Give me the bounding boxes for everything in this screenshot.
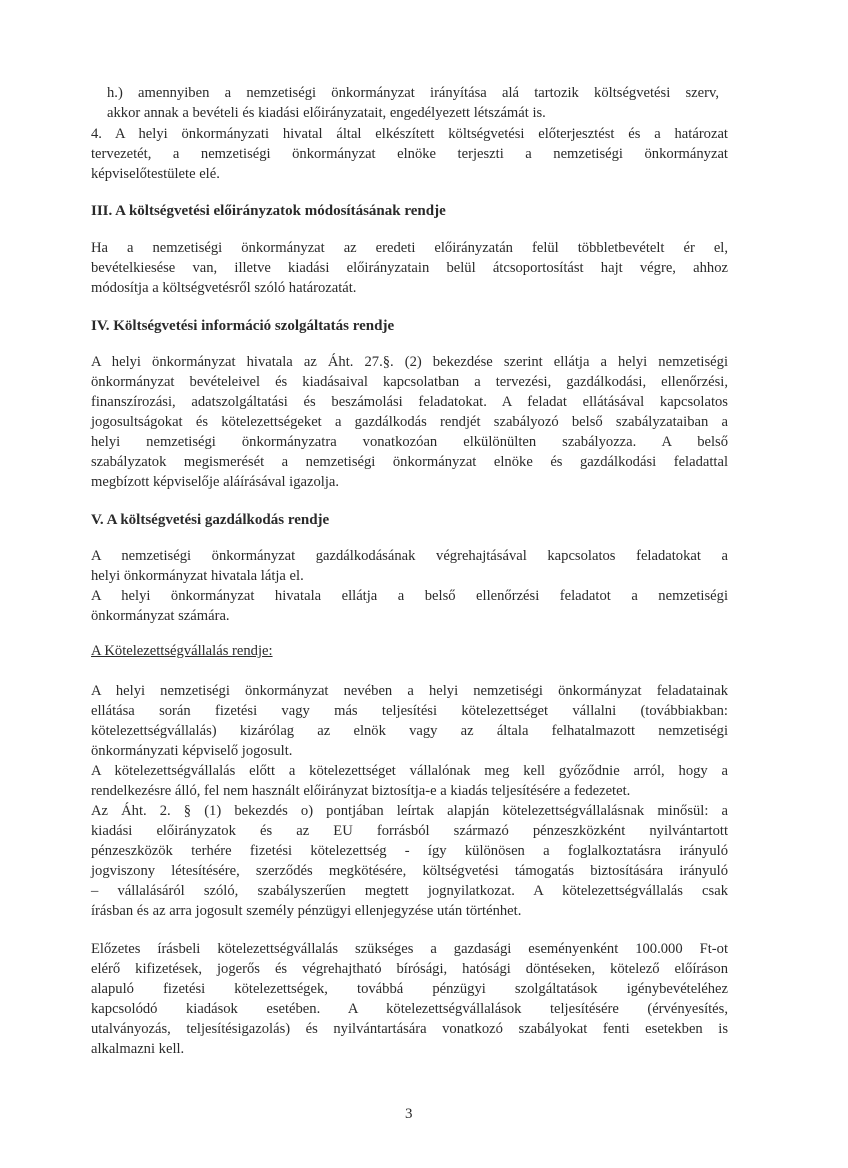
section-5-heading: V. A költségvetési gazdálkodás rendje	[91, 512, 330, 528]
item4-line-1: 4. A helyi önkormányzati hivatal által elkészített költségvetési előterjesztést és a határozat	[91, 126, 728, 142]
commitment-p3-line-2: kiadási előirányzatok és az EU forrásból származó pénzeszközként nyilvántartott	[91, 823, 728, 839]
commitment-p3-line-1: Az Áht. 2. § (1) bekezdés o) pontjában leírtak alapján kötelezettségvállalásnak minősül: a	[91, 803, 728, 819]
page-number: 3	[405, 1106, 413, 1122]
commitment-p4-line-4: kapcsolódó kiadások esetében. A kötelezettségvállalások teljesítésére (érvényesítés,	[91, 1001, 728, 1017]
commitment-p4-line-5: utalványozás, teljesítésigazolás) és nyilvántartására vonatkozó szabályokat fenti esetekben is	[91, 1021, 728, 1037]
h-item-line-1: h.) amennyiben a nemzetiségi önkormányzat irányítása alá tartozik költségvetési szerv,	[107, 85, 719, 101]
section-5-line-2: helyi önkormányzat hivatala látja el.	[91, 568, 304, 584]
section-4-line-4: jogosultságokat és kötelezettségeket a gazdálkodás rendjét szabályozó belső szabályzataiban a	[91, 414, 728, 430]
section-4-line-2: önkormányzat bevételeivel és kiadásaival kapcsolatban a tervezési, gazdálkodási, ellenőrzési,	[91, 374, 728, 390]
section-4-line-7: megbízott képviselője aláírásával igazolja.	[91, 474, 339, 490]
commitment-p2-line-2: rendelkezésre álló, fel nem használt előirányzat biztosítja-e a kiadás teljesítésére a fedezetet.	[91, 783, 631, 799]
commitment-p3-line-6: írásban és az arra jogosult személy pénzügyi ellenjegyzése után történhet.	[91, 903, 522, 919]
item4-line-2: tervezetét, a nemzetiségi önkormányzat elnöke terjeszti a nemzetiségi önkormányzat	[91, 146, 728, 162]
section-4-line-3: finanszírozási, adatszolgáltatási és beszámolási feladatokat. A feladat ellátásával kapcsolatos	[91, 394, 728, 410]
commitment-p4-line-2: elérő kifizetések, jogerős és végrehajtható bírósági, hatósági döntéseken, kötelező előíráson	[91, 961, 728, 977]
section-3-heading: III. A költségvetési előirányzatok módosításának rendje	[91, 203, 446, 219]
section-4-line-1: A helyi önkormányzat hivatala az Áht. 27.§. (2) bekezdése szerint ellátja a helyi nemzetiségi	[91, 354, 728, 370]
section-4-line-6: szabályzatok megismerését a nemzetiségi önkormányzat elnöke és gazdálkodási feladattal	[91, 454, 728, 470]
commitment-p1-line-2: ellátása során fizetési vagy más teljesítési kötelezettséget vállalni (továbbiakban:	[91, 703, 728, 719]
commitment-p4-line-6: alkalmazni kell.	[91, 1041, 185, 1057]
section-4-line-5: helyi nemzetiségi önkormányzatra vonatkozóan elkülönülten szabályozza. A belső	[91, 434, 728, 450]
section-5-line-3: A helyi önkormányzat hivatala ellátja a belső ellenőrzési feladatot a nemzetiségi	[91, 588, 728, 604]
section-3-line-2: bevételkiesése van, illetve kiadási előirányzatain belül átcsoportosítást hajt végre, ahhoz	[91, 260, 728, 276]
commitment-p1-line-3: kötelezettségvállalás) kizárólag az elnök vagy az általa felhatalmazott nemzetiségi	[91, 723, 728, 739]
commitment-p3-line-3: pénzeszközök terhére fizetési kötelezettség - így különösen a foglalkoztatásra irányuló	[91, 843, 728, 859]
commitment-p4-line-3: alapuló fizetési kötelezettségek, továbbá pénzügyi szolgáltatások igénybevételéhez	[91, 981, 728, 997]
commitment-p1-line-4: önkormányzati képviselő jogosult.	[91, 743, 293, 759]
commitment-p1-line-1: A helyi nemzetiségi önkormányzat nevében a helyi nemzetiségi önkormányzat feladatainak	[91, 683, 728, 699]
commitment-p4-line-1: Előzetes írásbeli kötelezettségvállalás szükséges a gazdasági eseményenként 100.000 Ft-ot	[91, 941, 728, 957]
section-5-line-4: önkormányzat számára.	[91, 608, 230, 624]
h-item-line-2: akkor annak a bevételi és kiadási előirányzatait, engedélyezett létszámát is.	[107, 105, 546, 121]
section-3-line-1: Ha a nemzetiségi önkormányzat az eredeti előirányzatán felül többletbevételt ér el,	[91, 240, 728, 256]
commitment-p3-line-5: – vállalásáról szóló, szabályszerűen megtett jognyilatkozat. A kötelezettségvállalás csak	[91, 883, 728, 899]
section-5-line-1: A nemzetiségi önkormányzat gazdálkodásának végrehajtásával kapcsolatos feladatokat a	[91, 548, 728, 564]
commitment-p3-line-4: jogviszony létesítésére, szerződés megkötésére, költségvetési támogatás biztosítására irányuló	[91, 863, 728, 879]
commitment-heading: A Kötelezettségvállalás rendje:	[91, 643, 273, 659]
commitment-p2-line-1: A kötelezettségvállalás előtt a kötelezettséget vállalónak meg kell győződnie arról, hogy a	[91, 763, 728, 779]
section-3-line-3: módosítja a költségvetésről szóló határozatát.	[91, 280, 357, 296]
section-4-heading: IV. Költségvetési információ szolgáltatás rendje	[91, 318, 395, 334]
item4-line-3: képviselőtestülete elé.	[91, 166, 220, 182]
